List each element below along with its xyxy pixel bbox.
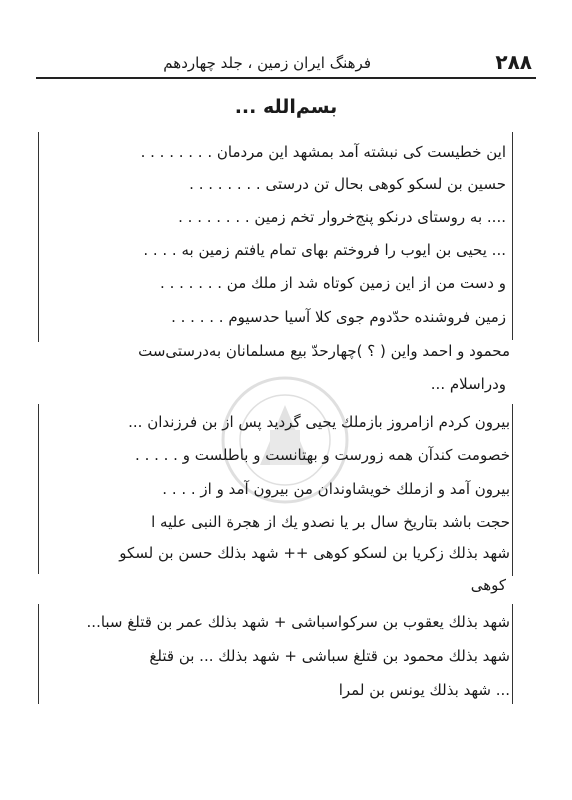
left-margin-bracket	[38, 604, 43, 704]
page-number: ۲۸۸	[495, 50, 532, 74]
page-header	[36, 50, 536, 80]
right-margin-bracket	[508, 132, 513, 340]
document-line: بیرون آمد و ازملك خویشاوندان من بیرون آمد و از . . . .	[162, 480, 510, 498]
left-margin-bracket	[38, 404, 43, 574]
header-rule	[36, 77, 536, 79]
document-line: کوهی	[470, 576, 506, 594]
document-line: .... به روستای درنکو پنج‌خروار تخم زمین . . . . . . . .	[178, 208, 506, 226]
document-line: خصومت کندآن همه زورست و بهتانست و باطلست و . . . . .	[135, 446, 510, 464]
document-line: ودراسلام ...	[430, 375, 506, 393]
document-line: شهد بذلك محمود بن قتلغ سباشی + شهد بذلك ... بن قتلغ	[149, 647, 510, 665]
document-line: شهد بذلك زکریا بن لسکو کوهی ++ شهد بذلك حسن بن لسکو	[119, 544, 510, 562]
document-line: زمین فروشنده حدّدوم جوی کلا آسیا حدسیوم . . . . . .	[171, 308, 506, 326]
document-heading: بسم‌الله ...	[234, 96, 338, 118]
document-line: شهد بذلك یعقوب بن سرکواسباشی + شهد بذلك عمر بن قتلغ سبا...	[86, 613, 510, 631]
document-line: حجت باشد بتاریخ سال بر یا نصدو یك از هجرة النبی علیه ا	[151, 513, 510, 531]
document-line: این خطیست کی نبشته آمد بمشهد این مردمان . . . . . . . .	[140, 143, 506, 161]
left-margin-bracket	[38, 132, 43, 342]
document-line: محمود و احمد واین ( ؟ )چهارحدّ بیع مسلمانان به‌درستی‌ست	[138, 342, 510, 360]
document-line: و دست من از این زمین کوتاه شد از ملك من . . . . . . .	[160, 274, 506, 292]
document-line: ... یحیی بن ایوب را فروختم بهای تمام یافتم زمین به . . . .	[143, 241, 506, 259]
document-line: بیرون کردم ازامروز بازملك یحیی گردید پس از بن فرزندان ...	[128, 413, 510, 431]
document-line: ... شهد بذلك یونس بن لمرا	[338, 681, 510, 699]
document-line: حسین بن لسکو کوهی بحال تن درستی . . . . . . . .	[189, 175, 506, 193]
running-title: فرهنگ ایران زمین ، جلد چهاردهم	[163, 54, 371, 72]
